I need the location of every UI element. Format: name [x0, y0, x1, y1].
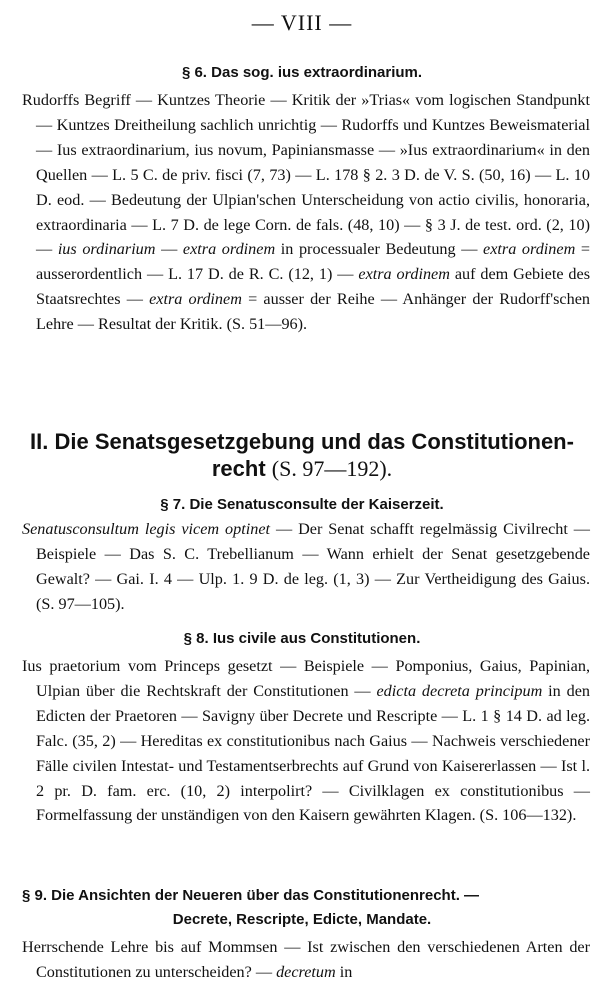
text-run: Herrschende Lehre bis auf Mommsen — Ist zwischen den verschiedenen Arten der Constitutionen zu unterscheiden? —: [22, 938, 590, 981]
text-run: Ius praetorium vom Princeps gesetzt — Beispiele — Pomponius, Gaius, Papinian, Ulpian über die Rechtskraft der Constitutionen —: [22, 657, 590, 700]
section-9-subheading: Decrete, Rescripte, Edicte, Mandate.: [172, 911, 432, 928]
section-7-summary: [22, 517, 590, 617]
text-run: = ausserordentlich — L. 17 D. de R. C. (12, 1) —: [36, 240, 591, 284]
italic-term: ius ordinarium: [57, 240, 156, 259]
italic-term: extra ordinem: [358, 265, 450, 284]
section-9-summary: [22, 935, 590, 985]
page-number: — VIII —: [251, 10, 353, 35]
italic-term: extra ordinem: [483, 240, 576, 259]
section-9-heading: § 9. Die Ansichten der Neueren über das Constitutionenrecht. —: [22, 887, 480, 904]
text-run: in den Edicten der Praetoren — Savigny über Decrete und Rescripte — L. 1 § 14 D. ad leg. Falc. (35, 2) — Hereditas ex constitutionibus nach Gaius — Nachweis verschiedener Fälle civilen Intestat- und Testamentserbrechts auf Grund von Kaisererlassen — Ist l. 2 pr. D. fam. erc. (10, 2) interpolirt? — Civilklagen ex constitutionibus — Formelfassung der unständigen von den Kaisern gewährten Klagen. (S. 106—132).: [36, 681, 590, 825]
italic-term: Senatusconsultum legis vicem optinet: [22, 520, 270, 538]
italic-term: decretum: [276, 962, 336, 981]
text-run: — Der Senat schafft regelmässig Civilrecht — Beispiele — Das S. C. Trebellianum — Wann erhielt der Senat gesetzgebende Gewalt? — Gai. I. 4 — Ulp. 1. 9 D. de leg. (1, 3) — Zur Vertheidigung des Gaius. (S. 97—105).: [36, 520, 590, 613]
part-2-title-line2: recht: [211, 456, 266, 481]
text-run: —: [155, 240, 183, 259]
italic-term: edicta decreta principum: [376, 681, 543, 700]
text-run: Rudorffs Begriff — Kuntzes Theorie — Kritik der »Trias« vom logischen Standpunkt — Kuntzes Dreitheilung sachlich unrichtig — Rudorffs und Kuntzes Beweismaterial — Ius extraordinarium, ius novum, Papiniansmasse — »Ius extraordinarium« in den Quellen — L. 5 C. de priv. fisci (7, 73) — L. 178 § 2. 3 D. de V. S. (50, 16) — L. 10 D. eod. — Bedeutung der Ulpian'schen Unterscheidung von actio civilis, honoraria, extraordinaria — L. 7 D. de lege Corn. de fals. (48, 10) — § 3 J. de test. ord. (2, 10) —: [22, 91, 590, 259]
text-run: = ausser der Reihe — Anhänger der Rudorff'schen Lehre — Resultat der Kritik. (S. 51—96).: [36, 290, 590, 334]
part-2-pages: (S. 97—192).: [271, 456, 393, 481]
text-run: in processualer Bedeutung —: [275, 240, 484, 259]
italic-term: extra ordinem: [149, 290, 242, 309]
text-run: auf dem Gebiete des Staatsrechtes —: [36, 265, 591, 309]
section-8-summary: [22, 654, 590, 828]
text-run: in: [335, 962, 353, 981]
italic-term: extra ordinem: [182, 240, 276, 259]
section-6-summary: [22, 88, 590, 337]
part-2-title: [0, 428, 604, 482]
section-8-heading: § 8. Ius civile aus Constitutionen.: [183, 630, 421, 647]
section-7-heading: § 7. Die Senatusconsulte der Kaiserzeit.: [160, 496, 444, 513]
part-2-title-line1: II. Die Senatsgesetzgebung und das Constitutionen-: [30, 429, 574, 454]
section-6-heading: § 6. Das sog. ius extraordinarium.: [181, 64, 423, 81]
